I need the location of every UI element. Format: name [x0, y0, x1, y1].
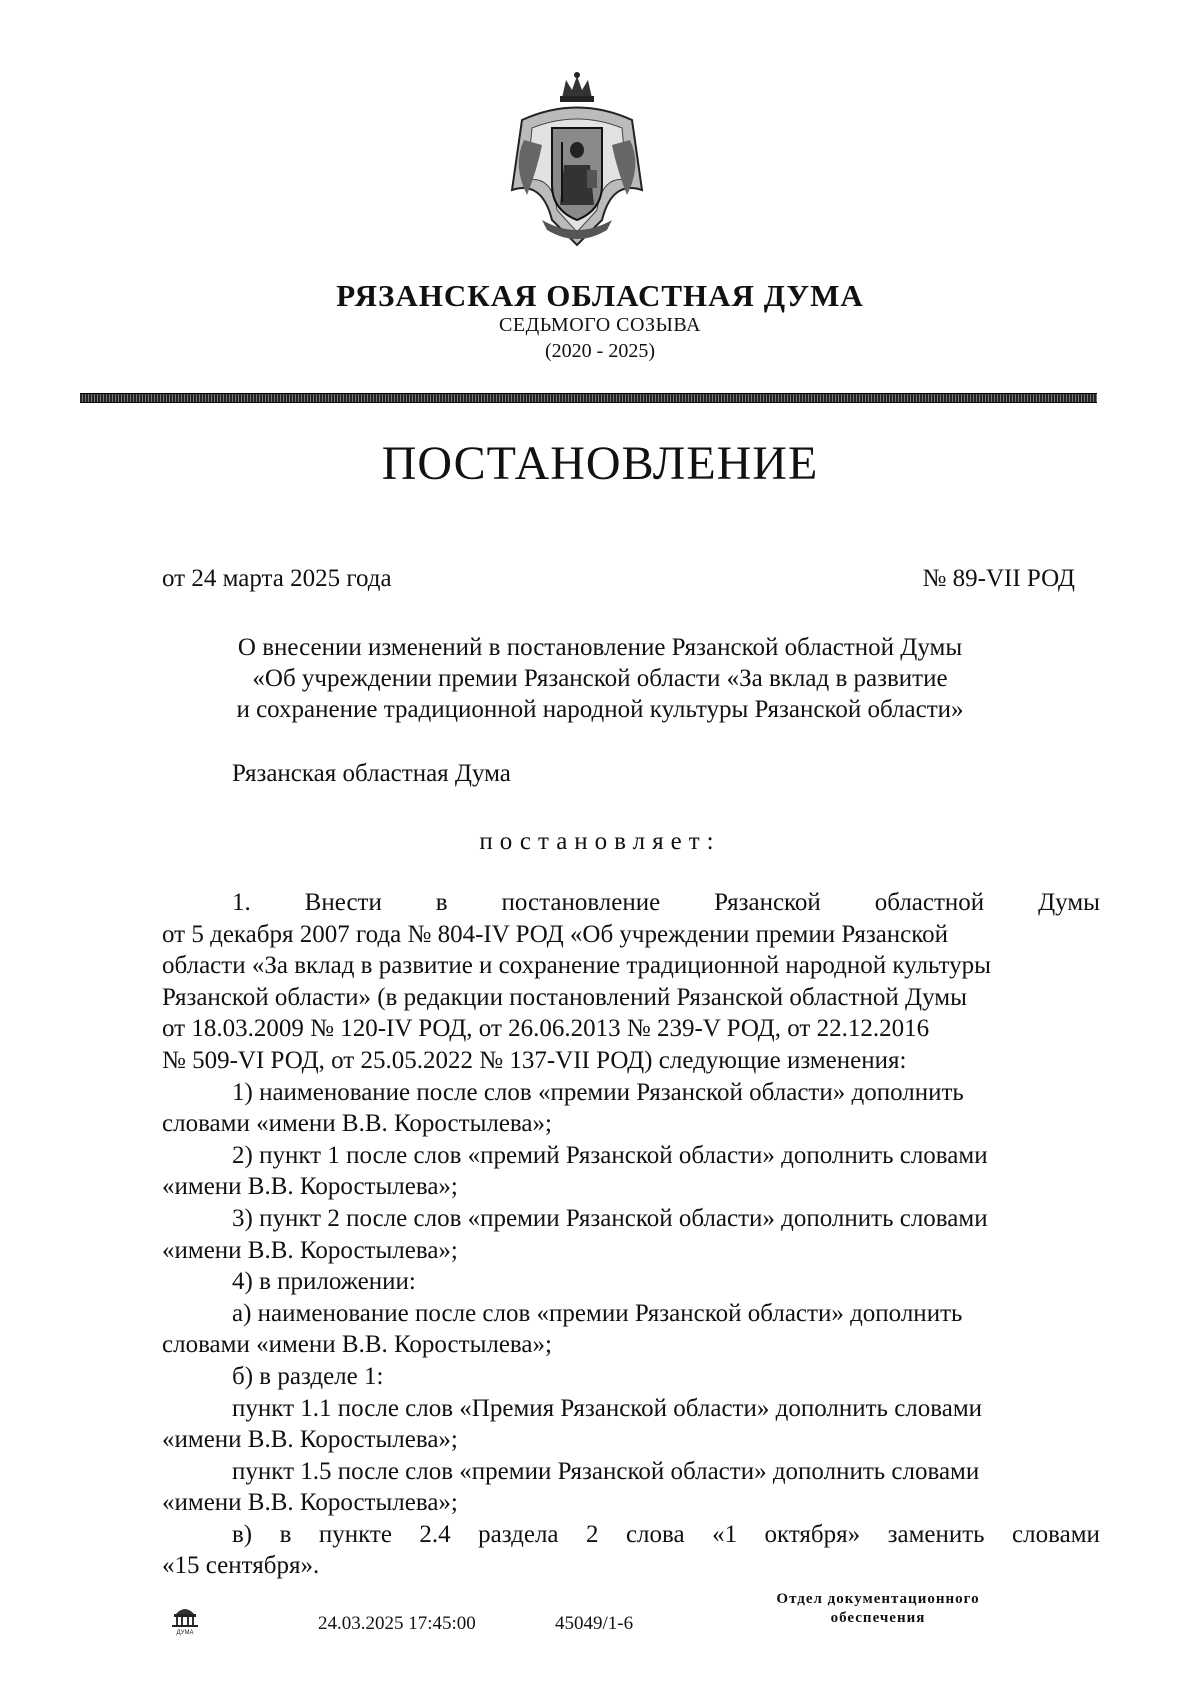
- item-4b-1-cont: «имени В.В. Коростылева»;: [162, 1426, 458, 1454]
- item-1-cont: словами «имени В.В. Коростылева»;: [162, 1110, 552, 1138]
- header-divider: [80, 393, 1097, 403]
- svg-text:ДУМА: ДУМА: [176, 1630, 194, 1636]
- body-line: области «За вклад в развитие и сохранение традиционной народной культуры: [162, 952, 991, 980]
- item-4c: в) в пункте 2.4 раздела 2 слова «1 октября» заменить словами: [232, 1520, 1100, 1548]
- paragraph-1-first-line: 1. Внести в постановление Рязанской областной Думы: [232, 889, 1100, 916]
- footer-timestamp: 24.03.2025 17:45:00: [318, 1613, 476, 1634]
- subject-line: О внесении изменений в постановление Рязанской областной Думы: [237, 634, 963, 661]
- body-line: от 5 декабря 2007 года № 804-IV РОД «Об учреждении премии Рязанской: [162, 920, 949, 948]
- convocation-years: (2020 - 2025): [545, 340, 655, 362]
- item-4a: а) наименование после слов «премии Рязанской области» дополнить: [232, 1299, 963, 1327]
- document-body: [162, 887, 1100, 1582]
- document-number: № 89-VII РОД: [922, 565, 1075, 592]
- item-4c-cont: «15 сентября».: [162, 1552, 320, 1580]
- body-line: от 18.03.2009 № 120-IV РОД, от 26.06.2013 № 239-V РОД, от 22.12.2016: [162, 1015, 930, 1043]
- stamp-line: Отдел документационного: [776, 1591, 980, 1607]
- item-3: 3) пункт 2 после слов «премии Рязанской области» дополнить словами: [232, 1204, 988, 1232]
- organization-name: РЯЗАНСКАЯ ОБЛАСТНАЯ ДУМА: [336, 278, 864, 313]
- item-3-cont: «имени В.В. Коростылева»;: [162, 1236, 458, 1264]
- body-line: Рязанской области» (в редакции постановлений Рязанской областной Думы: [162, 983, 967, 1011]
- item-4a-cont: словами «имени В.В. Коростылева»;: [162, 1331, 552, 1359]
- item-1: 1) наименование после слов «премии Рязанской области» дополнить: [232, 1078, 964, 1106]
- document-type-title: ПОСТАНОВЛЕНИЕ: [381, 437, 819, 490]
- department-stamp: [728, 1590, 1028, 1628]
- item-2: 2) пункт 1 после слов «премий Рязанской области» дополнить словами: [232, 1141, 988, 1169]
- coat-of-arms-emblem: [502, 70, 652, 248]
- item-4b-2-cont: «имени В.В. Коростылева»;: [162, 1489, 458, 1517]
- duma-building-icon: [168, 1602, 202, 1636]
- item-4b-2: пункт 1.5 после слов «премии Рязанской области» дополнить словами: [232, 1457, 980, 1485]
- decision-word: постановляет:: [479, 828, 721, 855]
- body-line: № 509-VI РОД, от 25.05.2022 № 137-VII РОД) следующие изменения:: [162, 1046, 907, 1074]
- footer-registration-code: 45049/1-6: [555, 1613, 634, 1634]
- stamp-line: обеспечения: [830, 1610, 926, 1626]
- subject-line: и сохранение традиционной народной культуры Рязанской области»: [236, 696, 964, 723]
- document-subject: [0, 632, 1200, 725]
- item-2-cont: «имени В.В. Коростылева»;: [162, 1173, 458, 1201]
- convocation: СЕДЬМОГО СОЗЫВА: [499, 314, 701, 336]
- item-4: 4) в приложении:: [232, 1268, 416, 1296]
- document-date: от 24 марта 2025 года: [162, 565, 392, 592]
- item-4b: б) в разделе 1:: [232, 1362, 384, 1390]
- item-4b-1: пункт 1.1 после слов «Премия Рязанской области» дополнить словами: [232, 1394, 983, 1422]
- acting-body: Рязанская областная Дума: [232, 760, 511, 787]
- subject-line: «Об учреждении премии Рязанской области «За вклад в развитие: [252, 665, 948, 692]
